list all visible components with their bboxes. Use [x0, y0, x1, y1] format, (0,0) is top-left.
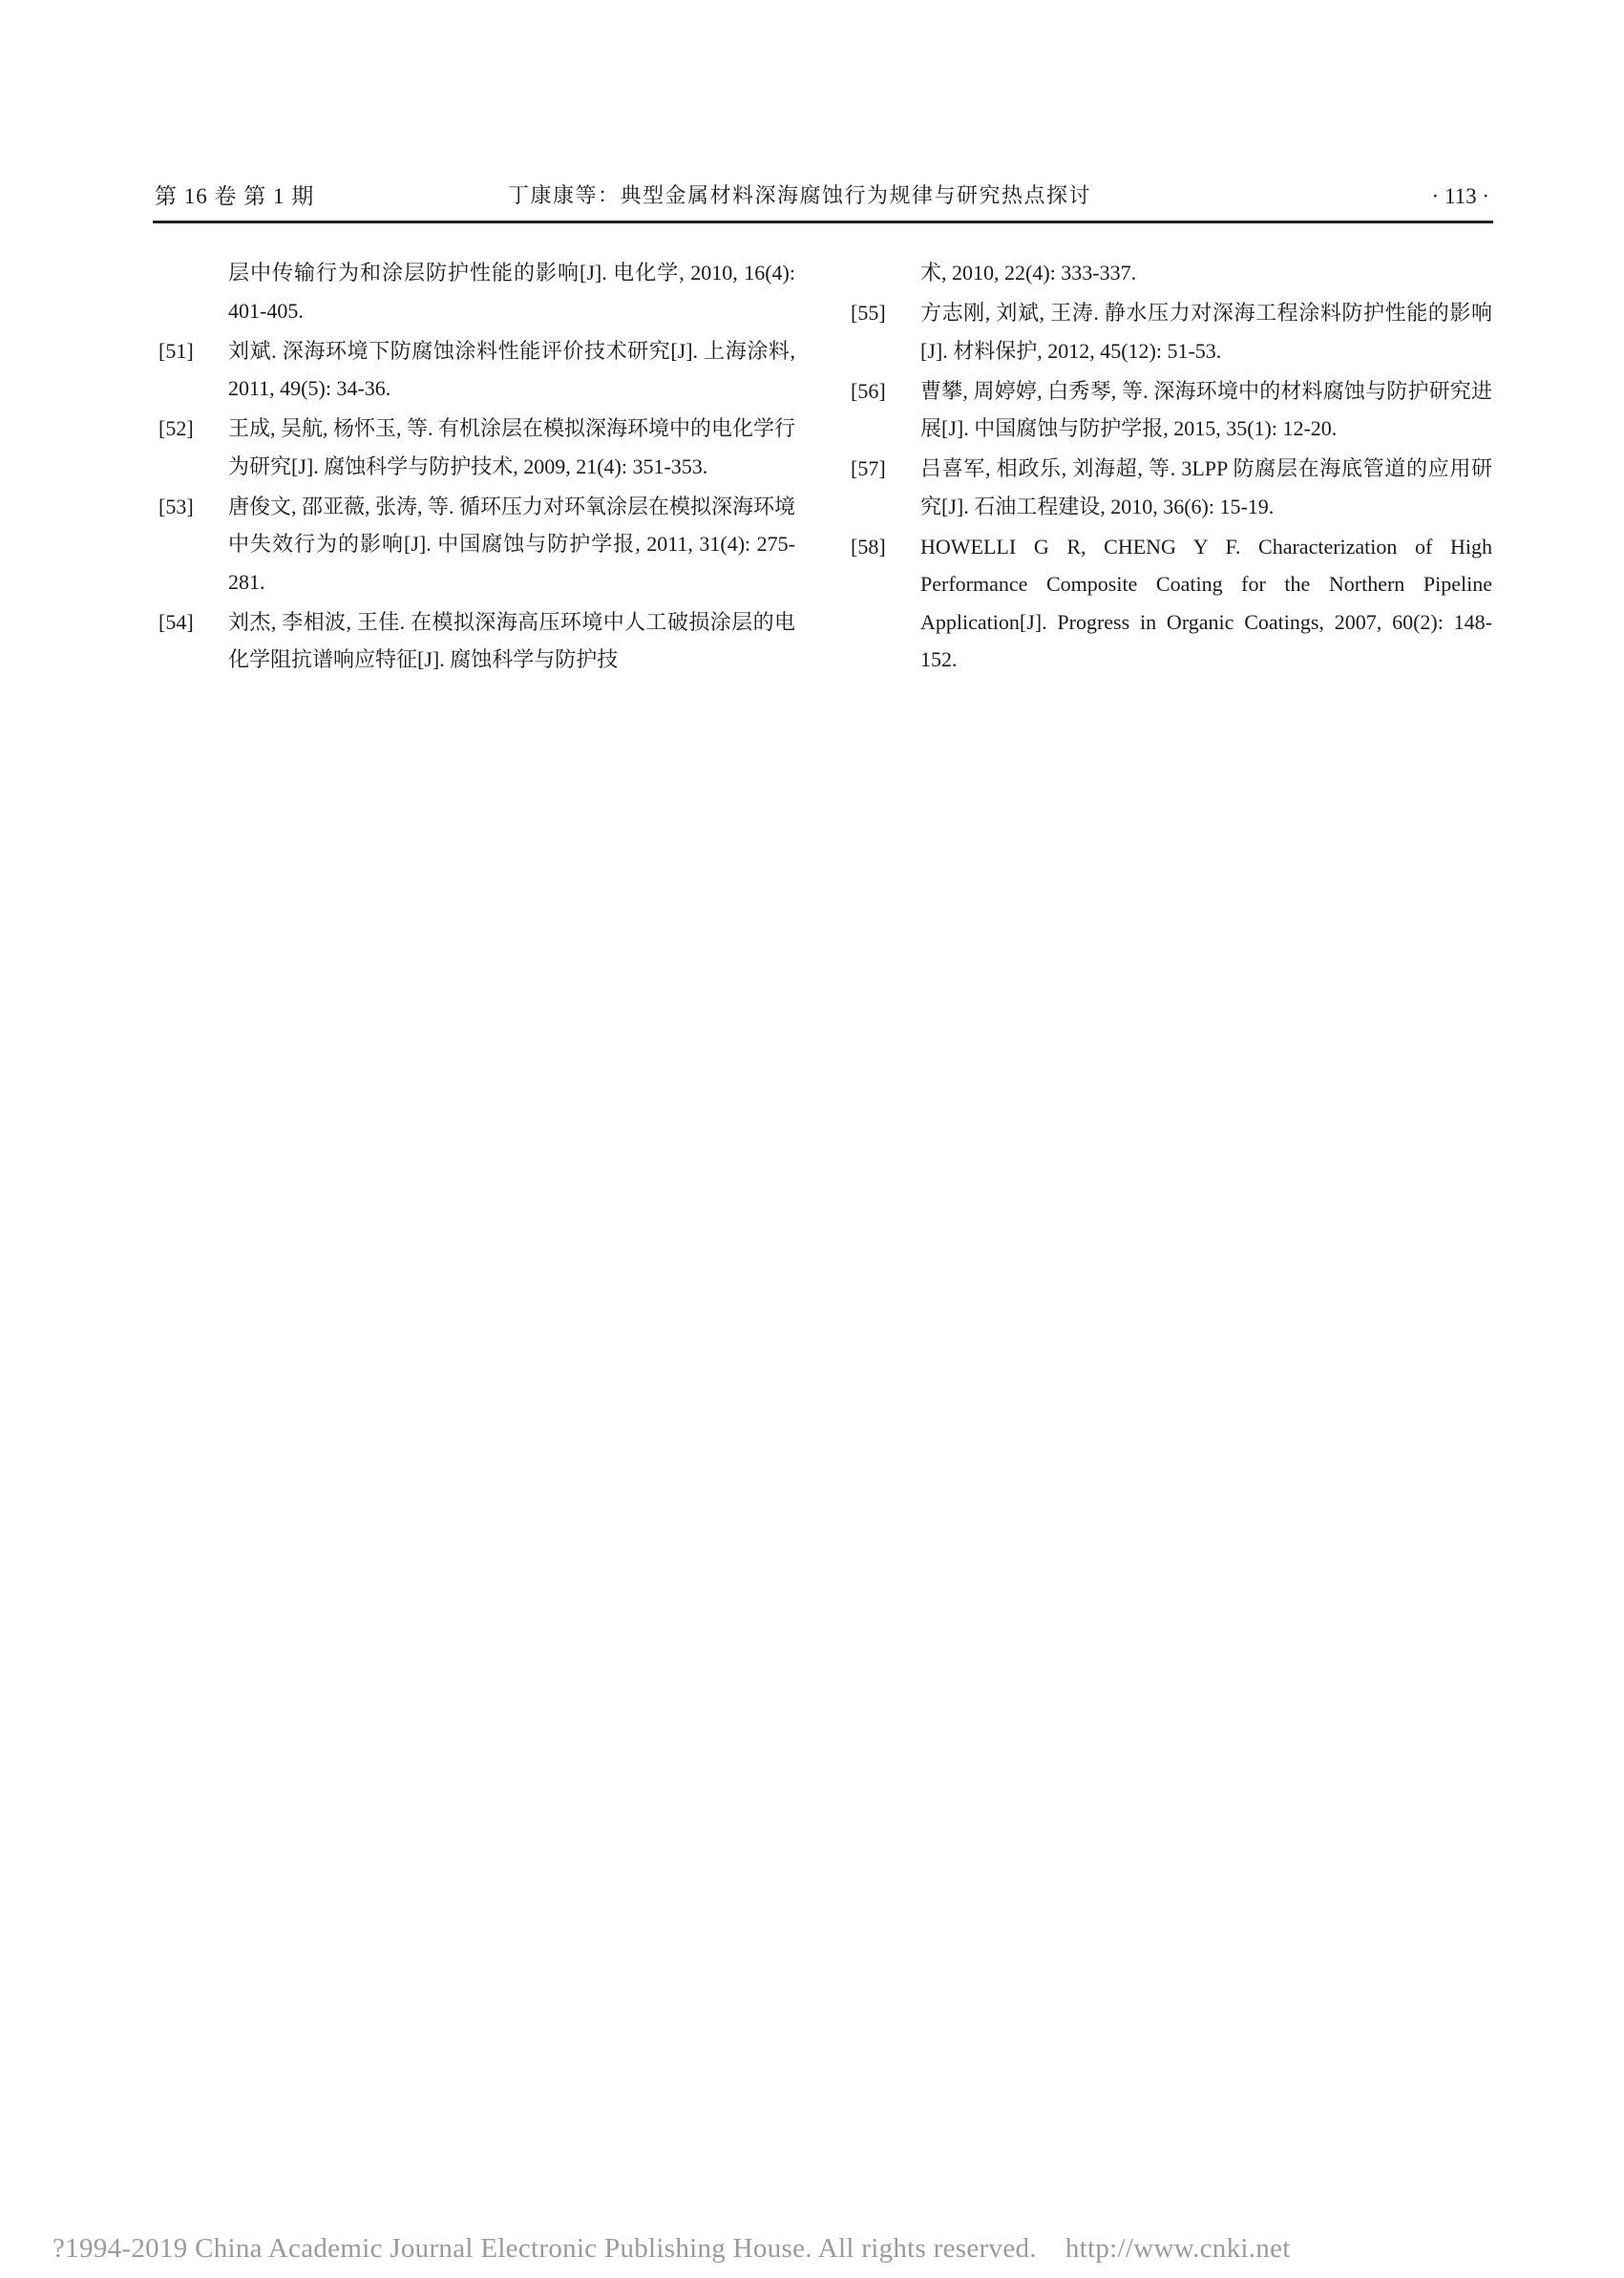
reference-entry [156, 332, 795, 408]
references-left-column [156, 254, 795, 681]
reference-text: 刘斌. 深海环境下防腐蚀涂料性能评价技术研究[J]. 上海涂料, 2011, 49(5): 34-36. [228, 338, 795, 400]
running-title: 丁康康等：典型金属材料深海腐蚀行为规律与研究热点探讨 [508, 184, 1092, 208]
reference-number: [51] [158, 338, 194, 363]
references-right-column [848, 254, 1492, 681]
copyright-text: ?1994-2019 China Academic Journal Electronic Publishing House. All rights reserved. [53, 2233, 1037, 2264]
reference-number: [56] [851, 378, 886, 403]
reference-text: 曹攀, 周婷婷, 白秀琴, 等. 深海环境中的材料腐蚀与防护研究进展[J]. 中国腐蚀与防护学报, 2015, 35(1): 12-20. [920, 378, 1492, 440]
reference-number: [52] [158, 416, 194, 440]
reference-entry [848, 254, 1492, 292]
reference-number: [54] [158, 609, 194, 634]
reference-text: 吕喜军, 相政乐, 刘海超, 等. 3LPP 防腐层在海底管道的应用研究[J]. 石油工程建设, 2010, 36(6): 15-19. [920, 456, 1492, 518]
reference-number: [58] [851, 534, 886, 559]
footer-url: http://www.cnki.net [1065, 2233, 1291, 2264]
reference-text: 术, 2010, 22(4): 333-337. [920, 261, 1137, 285]
reference-text: 方志刚, 刘斌, 王涛. 静水压力对深海工程涂料防护性能的影响[J]. 材料保护, 2012, 45(12): 51-53. [920, 301, 1492, 363]
reference-entry [848, 372, 1492, 448]
reference-number: [55] [851, 301, 886, 325]
reference-number: [53] [158, 494, 194, 518]
reference-text: 王成, 吴航, 杨怀玉, 等. 有机涂层在模拟深海环境中的电化学行为研究[J]. 腐蚀科学与防护技术, 2009, 21(4): 351-353. [228, 416, 796, 478]
reference-text: 刘杰, 李相波, 王佳. 在模拟深海高压环境中人工破损涂层的电化学阻抗谱响应特征[J]. 腐蚀科学与防护技 [228, 609, 795, 671]
reference-entry [848, 294, 1492, 369]
page-header [155, 178, 1493, 216]
reference-entry [156, 254, 795, 329]
page-number: · 113 · [1431, 184, 1489, 208]
copyright-footer [53, 2233, 1291, 2265]
reference-text: HOWELLI G R, CHENG Y F. Characterization of High Performance Composite Coating for the Northern Pipeline Application[J]. Progress in Organic Coatings, 2007, 60(2): 148-152. [920, 534, 1492, 671]
header-rule [153, 221, 1493, 223]
reference-entry [156, 488, 795, 601]
journal-volume-issue: 第 16 卷 第 1 期 [155, 184, 315, 208]
reference-text: 唐俊文, 邵亚薇, 张涛, 等. 循环压力对环氧涂层在模拟深海环境中失效行为的影响[J]. 中国腐蚀与防护学报, 2011, 31(4): 275-281. [228, 494, 796, 594]
reference-entry [848, 528, 1492, 679]
reference-number: [57] [851, 456, 886, 480]
reference-text: 层中传输行为和涂层防护性能的影响[J]. 电化学, 2010, 16(4): 401-405. [228, 261, 795, 323]
reference-entry [156, 410, 795, 485]
reference-entry [156, 603, 795, 679]
reference-entry [848, 450, 1492, 525]
